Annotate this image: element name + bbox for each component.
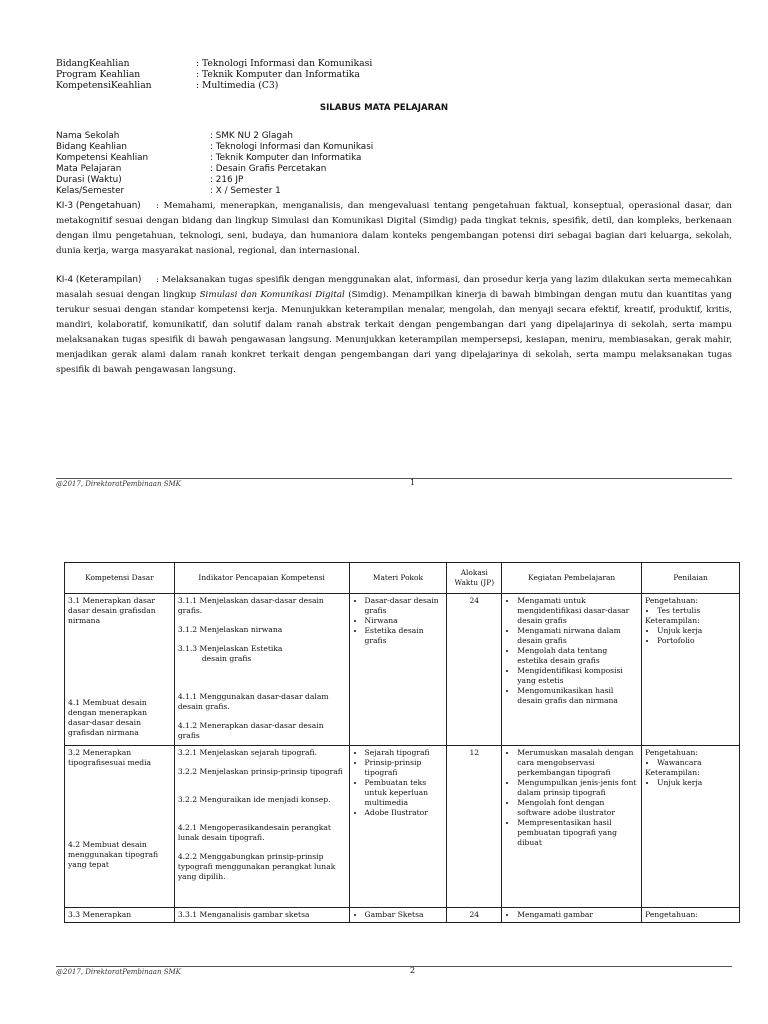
indicator-text: 3.2.2 Menjelaskan prinsip-prinsip tipografi bbox=[177, 767, 343, 776]
info-label: Bidang Keahlian bbox=[56, 142, 127, 152]
info-label: Durasi (Waktu) bbox=[56, 175, 122, 185]
indicator-text: 4.1.2 Menerapkan dasar-dasar desain grafis bbox=[177, 721, 324, 740]
ki4-text-cont: (Simdig). Menampilkan kinerja di bawah bimbingan dengan mutu dan kuantitas yang terukur sesuai dengan standar kompetensi kerja. Menunjukkan keterampilan menalar, mengolah, dan menyaji secara efektif, kreatif, produktif, kritis, mandiri, kolaboratif, komunikatif, dan solutif dalam ranah abstrak terkait dengan pengembangan dari yang dipelajarinya di sekolah, serta mampu melaksanakan tugas spesifik di bawah pengawasan langsung. Menunjukkan keterampilan mempersepsi, kesiapan, meniru, membiasakan, gerak mahir, menjadikan gerak alami dalam ranah konkret terkait dengan pengembangan dari yang dipelajarinya di sekolah, serta mampu melaksanakan tugas spesifik di bawah pengawasan langsung. bbox=[56, 290, 732, 375]
footer-text: @2017, DirektoratPembinaan SMK bbox=[56, 968, 181, 976]
syllabus-table bbox=[64, 562, 740, 923]
page-1 bbox=[0, 0, 768, 500]
column-header: Kompetensi Dasar bbox=[65, 563, 175, 594]
list-item: • Mengamati untuk mengidentifikasi dasar-dasar desain grafis bbox=[517, 596, 638, 626]
info-value: : Teknologi Informasi dan Komunikasi bbox=[210, 142, 374, 152]
footer-rule bbox=[56, 966, 732, 967]
assessment-label: Keterampilan: bbox=[645, 616, 700, 625]
list-item: • Mengolah data tentang estetika desain grafis bbox=[517, 646, 638, 666]
jp-cell: 24 bbox=[447, 908, 502, 923]
header-value: : Multimedia (C3) bbox=[196, 80, 279, 91]
ki3-paragraph bbox=[56, 199, 732, 259]
header-label: BidangKeahlian bbox=[56, 58, 130, 69]
info-value: : Teknik Komputer dan Informatika bbox=[210, 153, 362, 163]
jp-cell: 24 bbox=[447, 594, 502, 746]
penilaian-cell bbox=[642, 746, 740, 908]
kd-cell: 3.3 Menerapkan bbox=[65, 908, 175, 923]
assessment-label: Pengetahuan: bbox=[645, 748, 698, 757]
info-label: Mata Pelajaran bbox=[56, 164, 122, 174]
penilaian-cell: Pengetahuan: bbox=[642, 908, 740, 923]
indicator-text: 3.2.1 Menjelaskan sejarah tipografi. bbox=[177, 748, 317, 757]
footer-rule bbox=[56, 478, 732, 479]
ki3-label: KI-3 (Pengetahuan) bbox=[56, 201, 141, 211]
info-label: Kelas/Semester bbox=[56, 186, 125, 196]
info-label: Nama Sekolah bbox=[56, 131, 120, 141]
list-item: • Wawancara bbox=[657, 758, 736, 768]
indicator-text: 3.1.2 Menjelaskan nirwana bbox=[177, 625, 283, 634]
table-row bbox=[65, 746, 740, 908]
list-item: • Unjuk kerja bbox=[657, 626, 736, 636]
ki3-text: : Memahami, menerapkan, menganalisis, dan mengevaluasi tentang pengetahuan faktual, konseptual, operasional dasar, dan metakognitif sesuai dengan bidang dan lingkup Simulasi dan Komunikasi Digital (Simdig) pada tingkat teknis, spesifik, detil, dan kompleks, berkenaan dengan ilmu pengetahuan, teknologi, seni, budaya, dan humaniora dalam konteks pengembangan potensi diri sebagai bagian dari keluarga, sekolah, dunia kerja, warga masyarakat nasional, regional, dan internasional. bbox=[56, 201, 732, 256]
materi-cell bbox=[349, 594, 447, 746]
list-item: • Merumuskan masalah dengan cara mengobservasi perkembangan tipografi bbox=[517, 748, 638, 778]
list-item: • Mengamati nirwana dalam desain grafis bbox=[517, 626, 638, 646]
page-number: 2 bbox=[410, 966, 416, 975]
indicator-text: 3.1.1 Menjelaskan dasar-dasar desain grafis. bbox=[177, 596, 324, 615]
ki4-emphasis: Simulasi dan Komunikasi Digital bbox=[199, 290, 345, 300]
kegiatan-cell bbox=[502, 746, 642, 908]
list-item: • Mengomunikasikan hasil desain grafis dan nirmana bbox=[517, 686, 638, 706]
kegiatan-cell bbox=[502, 908, 642, 923]
indicator-cell: 3.3.1 Menganalisis gambar sketsa bbox=[174, 908, 349, 923]
list-item: • Gambar Sketsa bbox=[365, 910, 444, 920]
column-header: Materi Pokok bbox=[349, 563, 447, 594]
info-value: : X / Semester 1 bbox=[210, 186, 281, 196]
penilaian-cell bbox=[642, 594, 740, 746]
kd-cell bbox=[65, 594, 175, 746]
list-item: • Sejarah tipografi bbox=[365, 748, 444, 758]
kegiatan-cell bbox=[502, 594, 642, 746]
table-row bbox=[65, 594, 740, 746]
list-item: • Mengidentifikasi komposisi yang estetis bbox=[517, 666, 638, 686]
list-item: • Portofolio bbox=[657, 636, 736, 646]
kd-text: 4.1 Membuat desain dengan menerapkan dasar-dasar desain grafisdan nirmana bbox=[68, 698, 148, 737]
indicator-text: 4.1.1 Menggunakan dasar-dasar dalam desain grafis. bbox=[177, 692, 329, 711]
list-item: • Nirwana bbox=[365, 616, 444, 626]
list-item: • Dasar-dasar desain grafis bbox=[365, 596, 444, 616]
indicator-cell bbox=[174, 746, 349, 908]
footer-text: @2017, DirektoratPembinaan SMK bbox=[56, 480, 181, 488]
indicator-text: 4.2.1 Mengoperasikandesain perangkat lunak desain tipografi. bbox=[177, 823, 331, 842]
info-value: : 216 JP bbox=[210, 175, 244, 185]
indicator-text: 3.2.2 Menguraikan ide menjadi konsep. bbox=[177, 795, 331, 804]
ki4-label: KI-4 (Keterampilan) bbox=[56, 275, 142, 285]
indicator-cell bbox=[174, 594, 349, 746]
column-header: Alokasi Waktu (JP) bbox=[447, 563, 502, 594]
page-2 bbox=[0, 500, 768, 1024]
document-title: SILABUS MATA PELAJARAN bbox=[319, 103, 449, 113]
info-value: : SMK NU 2 Glagah bbox=[210, 131, 293, 141]
header-label: Program Keahlian bbox=[56, 69, 141, 80]
column-header: Penilaian bbox=[642, 563, 740, 594]
jp-cell: 12 bbox=[447, 746, 502, 908]
kd-cell bbox=[65, 746, 175, 908]
header-value: : Teknologi Informasi dan Komunikasi bbox=[196, 58, 373, 69]
header-label: KompetensiKeahlian bbox=[56, 80, 152, 91]
indicator-text: desain grafis bbox=[201, 654, 252, 663]
list-item: • Mempresentasikan hasil pembuatan tipografi yang dibuat bbox=[517, 818, 638, 848]
page-number: 1 bbox=[410, 478, 416, 487]
info-value: : Desain Grafis Percetakan bbox=[210, 164, 327, 174]
column-header: Kegiatan Pembelajaran bbox=[502, 563, 642, 594]
list-item: • Unjuk kerja bbox=[657, 778, 736, 788]
column-header: Indikator Pencapaian Kompetensi bbox=[174, 563, 349, 594]
table-row bbox=[65, 908, 740, 923]
list-item: • Mengamati gambar bbox=[517, 910, 638, 920]
kd-text: 4.2 Membuat desain menggunakan tipografi yang tepat bbox=[68, 840, 159, 869]
ki4-paragraph bbox=[56, 273, 732, 378]
list-item: • Mengumpulkan jenis-jenis font dalam prinsip tipografi bbox=[517, 778, 638, 798]
kd-text: 3.2 Menerapkan tipografisesuai media bbox=[68, 748, 152, 767]
list-item: • Tes tertulis bbox=[657, 606, 736, 616]
info-label: Kompetensi Keahlian bbox=[56, 153, 149, 163]
kd-text: 3.1 Menerapkan dasar dasar desain grafisdan nirmana bbox=[68, 596, 156, 625]
table-header-row bbox=[65, 563, 740, 594]
assessment-label: Keterampilan: bbox=[645, 768, 700, 777]
materi-cell bbox=[349, 746, 447, 908]
header-value: : Teknik Komputer dan Informatika bbox=[196, 69, 360, 80]
materi-cell bbox=[349, 908, 447, 923]
indicator-text: 3.1.3 Menjelaskan Estetika bbox=[177, 644, 283, 653]
list-item: • Prinsip-prinsip tipografi bbox=[365, 758, 444, 778]
list-item: • Adobe Ilustrator bbox=[365, 808, 444, 818]
list-item: • Mengolah font dengan software adobe ilustrator bbox=[517, 798, 638, 818]
assessment-label: Pengetahuan: bbox=[645, 596, 698, 605]
list-item: • Pembuatan teks untuk keperluan multimedia bbox=[365, 778, 444, 808]
list-item: • Estetika desain grafis bbox=[365, 626, 444, 646]
ki4-text: : Melaksanakan tugas spesifik dengan menggunakan alat, informasi, dan prosedur kerja yang lazim dilakukan serta memecahkan masalah sesuai dengan lingkup bbox=[56, 275, 732, 300]
indicator-text: 4.2.2 Menggabungkan prinsip-prinsip typografi menggunakan perangkat lunak yang dipilih. bbox=[177, 852, 336, 881]
